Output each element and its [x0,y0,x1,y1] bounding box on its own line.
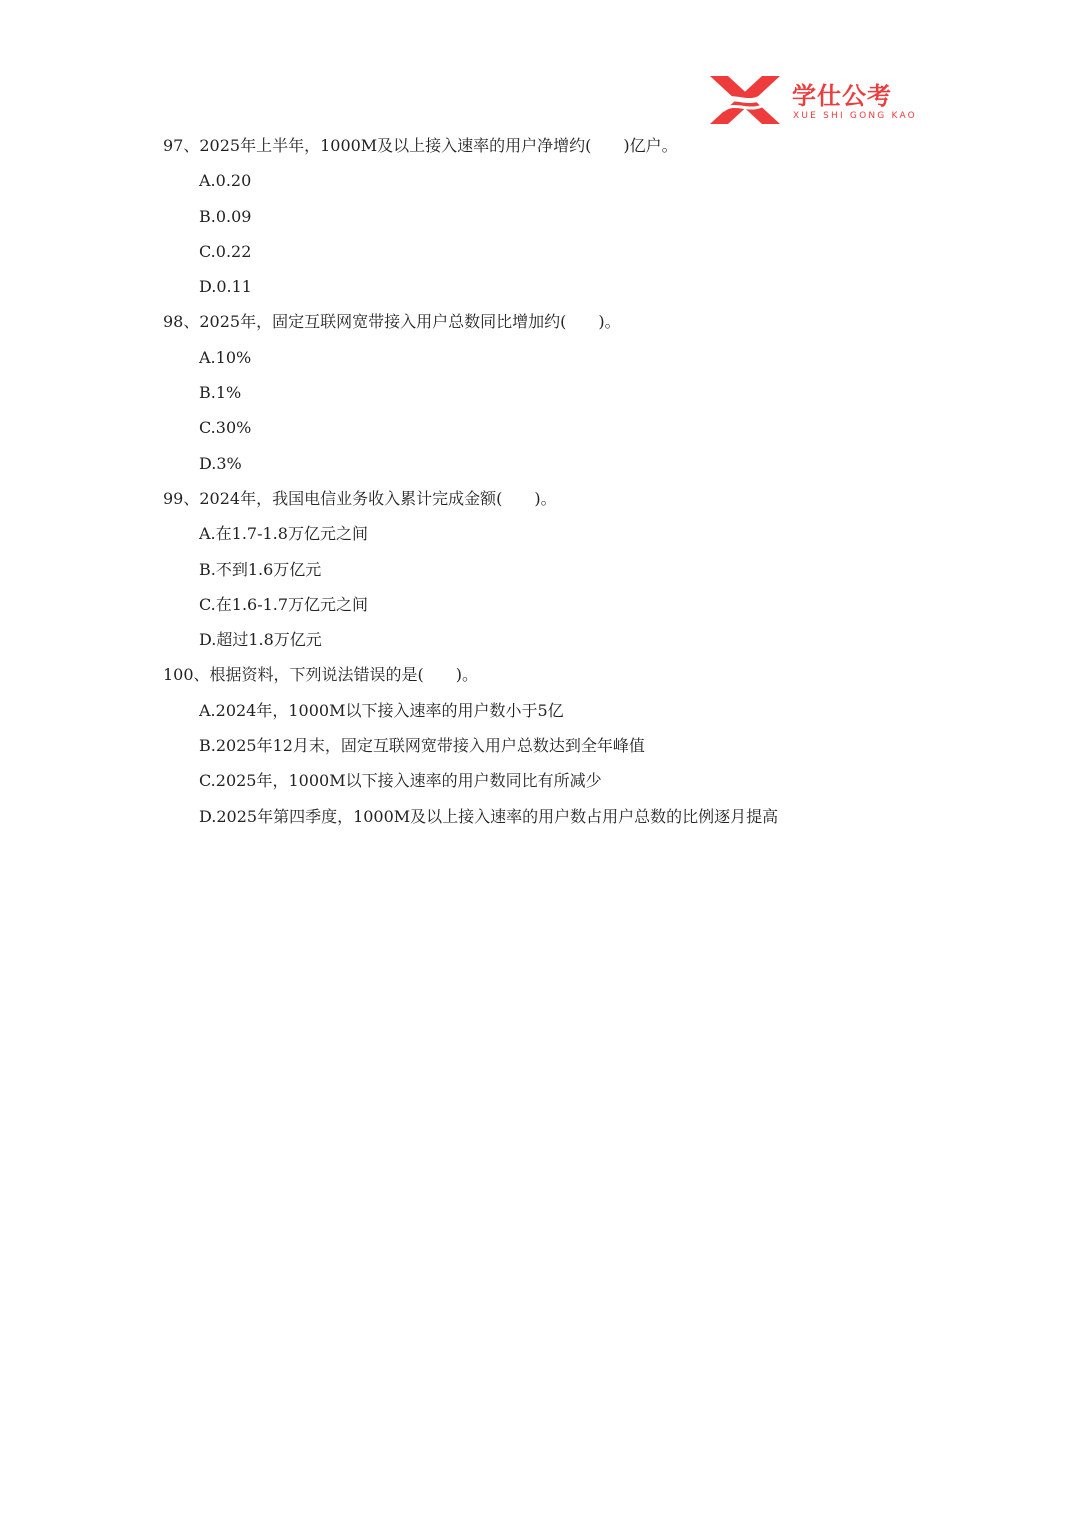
option-b: B.1% [199,383,242,403]
question-list [163,128,1023,834]
option-d: D.3% [199,453,242,473]
option-c: C.在1.6-1.7万亿元之间 [199,594,369,614]
brand-name: 学仕公考 [792,82,892,110]
brand-subtitle: XUE SHI GONG KAO [793,111,917,121]
question-text: 97、2025年上半年，1000M及以上接入速率的用户净增约( )亿户。 [163,136,678,155]
question-97 [163,128,1023,304]
question-99 [163,481,1023,657]
option-c: C.0.22 [199,241,252,261]
question-text: 98、2025年，固定互联网宽带接入用户总数同比增加约( )。 [163,312,621,332]
question-100 [163,657,1023,833]
option-a: A.10% [199,347,252,367]
question-text: 99、2024年，我国电信业务收入累计完成金额( )。 [163,488,557,508]
brand-logo [708,74,923,130]
option-a: A.在1.7-1.8万亿元之间 [199,524,368,544]
option-b: B.0.09 [199,206,252,226]
xs-logo-icon [708,74,782,126]
option-c: C.30% [199,418,252,438]
option-d: D.2025年第四季度，1000M及以上接入速率的用户数占用户总数的比例逐月提高 [199,806,779,826]
option-d: D.超过1.8万亿元 [199,630,322,650]
option-b: B.2025年12月末，固定互联网宽带接入用户总数达到全年峰值 [199,736,645,756]
option-a: A.0.20 [199,171,252,191]
option-d: D.0.11 [199,277,252,297]
option-b: B.不到1.6万亿元 [199,559,322,579]
option-c: C.2025年，1000M以下接入速率的用户数同比有所减少 [199,771,602,791]
option-a: A.2024年，1000M以下接入速率的用户数小于5亿 [199,700,564,720]
question-98 [163,304,1023,480]
question-text: 100、根据资料，下列说法错误的是( )。 [163,665,479,685]
